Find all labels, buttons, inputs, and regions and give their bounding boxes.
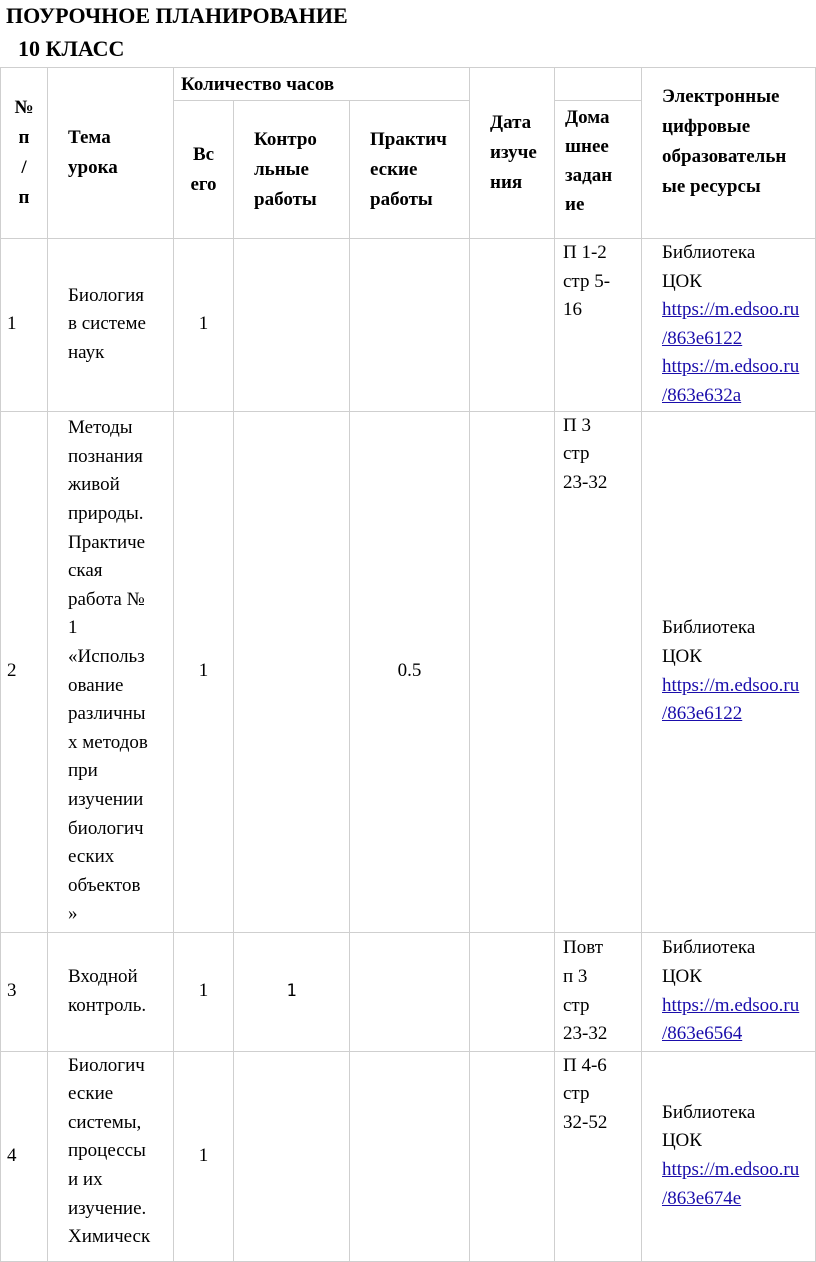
header-practical: Практич еские работы <box>350 101 470 239</box>
header-num: № п / п <box>1 68 48 239</box>
row-num: 1 <box>1 239 48 412</box>
table-row <box>1 1051 816 1261</box>
header-resources: Электронные цифровые образовательн ые ресурсы <box>642 68 816 239</box>
row-control: 1 <box>234 932 350 1051</box>
row-num: 4 <box>1 1051 48 1261</box>
row-control <box>234 239 350 412</box>
row-control <box>234 411 350 932</box>
row-control <box>234 1051 350 1261</box>
header-homework-top <box>555 68 642 101</box>
resource-link[interactable]: https://m.edsoo.ru /863e674e <box>662 1159 800 1209</box>
row-date <box>470 239 555 412</box>
row-practical: 0.5 <box>350 411 470 932</box>
row-topic: Методы познания живой природы. Практиче ская работа № 1 «Использ ование различны х методов при изучении биологич еских объектов » <box>48 411 174 932</box>
row-num: 2 <box>1 411 48 932</box>
resource-link[interactable]: https://m.edsoo.ru /863e632a <box>662 356 800 406</box>
row-num: 3 <box>1 932 48 1051</box>
resource-link[interactable]: https://m.edsoo.ru /863e6564 <box>662 994 800 1045</box>
row-topic: Биология в системе наук <box>48 239 174 412</box>
page-subtitle: 10 КЛАСС <box>18 36 125 61</box>
page-title: ПОУРОЧНОЕ ПЛАНИРОВАНИЕ <box>6 3 348 28</box>
header-topic: Тема урока <box>48 68 174 239</box>
row-resources: Библиотека ЦОК https://m.edsoo.ru /863e674e <box>642 1051 816 1261</box>
row-date <box>470 1051 555 1261</box>
resource-link[interactable]: https://m.edsoo.ru /863e6122 <box>662 674 800 725</box>
header-date: Дата изуче ния <box>470 68 555 239</box>
row-homework: П 3 стр 23-32 <box>555 411 642 932</box>
row-topic: Биологич еские системы, процессы и их изучение. Химическ <box>48 1051 174 1261</box>
row-homework: П 4-6 стр 32-52 <box>555 1051 642 1261</box>
lesson-plan-table <box>0 67 816 1262</box>
row-total: 1 <box>174 932 234 1051</box>
row-resources: Библиотека ЦОК https://m.edsoo.ru /863e6122 <box>642 411 816 932</box>
row-total: 1 <box>174 239 234 412</box>
table-row <box>1 411 816 932</box>
row-resources: Библиотека ЦОК https://m.edsoo.ru /863e6564 <box>642 932 816 1051</box>
table-row <box>1 239 816 412</box>
row-practical <box>350 239 470 412</box>
row-date <box>470 932 555 1051</box>
header-control: Контро льные работы <box>234 101 350 239</box>
table-row <box>1 932 816 1051</box>
header-total: Вс его <box>174 101 234 239</box>
row-homework: Повт п 3 стр 23-32 <box>555 932 642 1051</box>
header-hours-group: Количество часов <box>174 68 470 101</box>
row-date <box>470 411 555 932</box>
row-practical <box>350 932 470 1051</box>
header-homework: Дома шнее задан ие <box>555 101 642 239</box>
row-total: 1 <box>174 411 234 932</box>
row-homework: П 1-2 стр 5- 16 <box>555 239 642 412</box>
row-total: 1 <box>174 1051 234 1261</box>
row-topic: Входной контроль. <box>48 932 174 1051</box>
row-practical <box>350 1051 470 1261</box>
row-resources: Библиотека ЦОК https://m.edsoo.ru /863e6122 https://m.edsoo.ru /863e632a <box>642 239 816 412</box>
resource-link[interactable]: https://m.edsoo.ru /863e6122 <box>662 299 800 349</box>
